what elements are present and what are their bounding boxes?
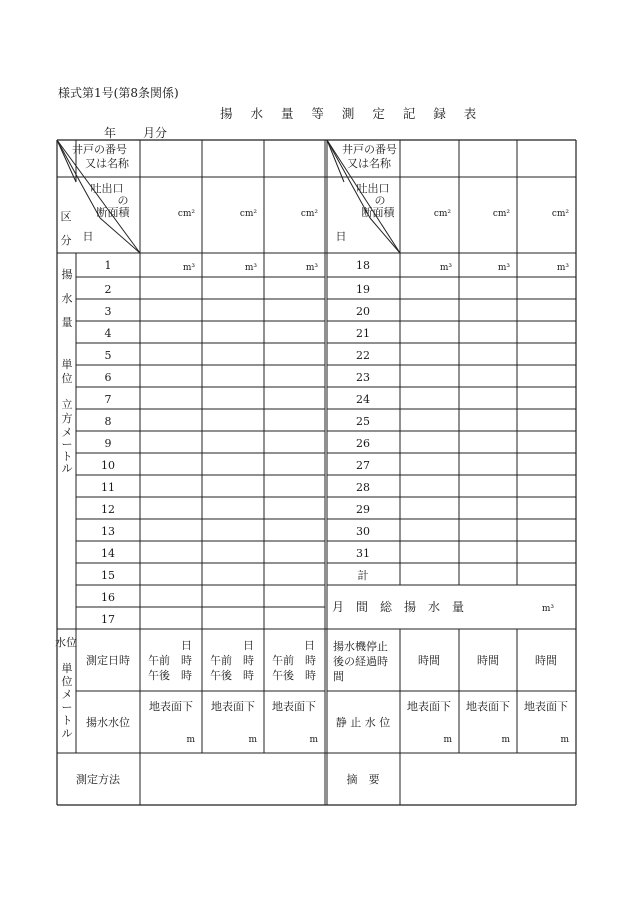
unit-volume: m³: [439, 263, 452, 273]
day-number: 15: [101, 569, 115, 582]
well-label: 又は名称: [85, 157, 129, 170]
well-label: 井戸の番号: [342, 143, 397, 156]
unit-area: cm²: [300, 209, 318, 219]
below-surface: 地表面下: [272, 700, 316, 713]
unit-volume: m³: [497, 263, 510, 273]
discharge-label: 断面積: [361, 206, 395, 219]
day-number: 10: [101, 459, 115, 472]
day-number: 21: [356, 327, 370, 340]
side-label-char: 方: [61, 412, 73, 425]
day-number: 18: [356, 259, 370, 272]
day-number: 5: [104, 349, 112, 362]
well-label: 井戸の番号: [72, 143, 127, 156]
side-label-char: 量: [61, 316, 73, 329]
side-label-char: ト: [61, 450, 73, 463]
static-water-level-label: 静 止 水 位: [335, 716, 391, 729]
water-level-label: 水位: [55, 636, 77, 649]
unit-volume: m³: [244, 263, 257, 273]
datetime-am: 午前 時: [148, 654, 192, 667]
discharge-label: 吐出口: [356, 182, 390, 195]
unit-area: cm²: [551, 209, 569, 219]
day-number: 22: [356, 349, 370, 362]
day-number: 7: [104, 393, 112, 406]
unit-meter: m: [501, 735, 510, 745]
day-number: 26: [356, 437, 370, 450]
datetime-pm: 午後 時: [272, 669, 316, 682]
monthly-total-label: 月 間 総 揚 水 量: [332, 600, 465, 614]
pumping-water-level-label: 揚水水位: [86, 716, 130, 729]
side-label-char: ル: [61, 462, 73, 475]
side-label-char: 立: [61, 398, 73, 411]
day-number: 4: [104, 327, 112, 340]
below-surface: 地表面下: [149, 700, 193, 713]
year-label: 年: [104, 126, 117, 140]
unit-area: cm²: [177, 209, 195, 219]
datetime-am: 午前 時: [210, 654, 254, 667]
hours-unit: 時間: [535, 654, 557, 667]
water-level-unit-char: ト: [61, 714, 73, 727]
day-number: 13: [101, 525, 115, 538]
side-label-char: 揚: [61, 268, 73, 281]
side-label-char: メ: [61, 426, 73, 439]
unit-area: cm²: [492, 209, 510, 219]
day-label: 日: [82, 230, 94, 243]
side-label-char: 位: [61, 372, 73, 385]
day-number: 28: [356, 481, 370, 494]
unit-meter: m: [248, 735, 257, 745]
day-number: 9: [104, 437, 112, 450]
day-number: 1: [104, 259, 112, 272]
kubun-label: 分: [60, 234, 72, 247]
water-level-unit-char: 単: [61, 662, 73, 675]
day-number: 11: [101, 481, 115, 494]
day-label: 日: [335, 230, 347, 243]
side-label-char: 水: [61, 292, 73, 305]
day-number: 14: [101, 547, 115, 560]
unit-area: cm²: [433, 209, 451, 219]
day-number: 8: [104, 415, 112, 428]
day-number: 17: [101, 613, 115, 626]
table-rule: [100, 218, 140, 253]
method-label: 測定方法: [76, 773, 120, 786]
side-label-char: 単: [61, 358, 73, 371]
below-surface: 地表面下: [466, 700, 510, 713]
elapsed-label: 揚水機停止: [333, 640, 388, 653]
day-number: 6: [104, 371, 112, 384]
side-label-char: ー: [61, 438, 73, 451]
day-number: 25: [356, 415, 370, 428]
water-level-unit-char: メ: [61, 688, 73, 701]
unit-meter: m: [560, 735, 569, 745]
day-number: 16: [101, 591, 115, 604]
day-number: 3: [104, 305, 112, 318]
day-number: 20: [356, 305, 370, 318]
day-number: 19: [356, 283, 370, 296]
water-level-unit-char: ル: [61, 727, 73, 740]
discharge-label: 断面積: [96, 206, 130, 219]
unit-meter: m: [309, 735, 318, 745]
water-level-unit-char: ー: [61, 701, 73, 714]
day-number: 27: [356, 459, 370, 472]
below-surface: 地表面下: [211, 700, 255, 713]
table-rule: [370, 218, 400, 253]
unit-area: cm²: [239, 209, 257, 219]
datetime-day: 日: [243, 639, 254, 652]
unit-volume: m³: [182, 263, 195, 273]
month-label: 月分: [143, 126, 168, 140]
summary-label: 摘 要: [346, 773, 380, 786]
datetime-am: 午前 時: [272, 654, 316, 667]
datetime-day: 日: [304, 639, 315, 652]
unit-volume: m³: [305, 263, 318, 273]
unit-volume: m³: [556, 263, 569, 273]
measurement-datetime-label: 測定日時: [86, 654, 130, 667]
day-number: 30: [356, 525, 370, 538]
day-number: 12: [101, 503, 115, 516]
day-number: 2: [104, 283, 112, 296]
below-surface: 地表面下: [524, 700, 568, 713]
water-level-unit-char: 位: [61, 675, 73, 688]
day-number: 29: [356, 503, 370, 516]
unit-meter: m: [443, 735, 452, 745]
well-label: 又は名称: [347, 157, 391, 170]
day-number: 31: [356, 547, 370, 560]
day-number: 23: [356, 371, 370, 384]
unit-volume: m³: [541, 604, 554, 614]
kubun-label: 区: [60, 210, 72, 223]
datetime-pm: 午後 時: [210, 669, 254, 682]
hours-unit: 時間: [477, 654, 499, 667]
datetime-day: 日: [181, 639, 192, 652]
day-number: 24: [356, 393, 370, 406]
form-number: 様式第1号(第8条関係): [58, 86, 179, 100]
datetime-pm: 午後 時: [148, 669, 192, 682]
discharge-label: の: [117, 194, 129, 207]
hours-unit: 時間: [418, 654, 440, 667]
discharge-label: の: [374, 194, 386, 207]
day-number: 計: [357, 569, 369, 582]
form-title: 揚 水 量 等 測 定 記 録 表: [220, 106, 484, 121]
elapsed-label: 後の経過時: [333, 655, 388, 668]
below-surface: 地表面下: [407, 700, 451, 713]
discharge-label: 吐出口: [90, 182, 124, 195]
elapsed-label: 間: [333, 670, 344, 683]
unit-meter: m: [186, 735, 195, 745]
